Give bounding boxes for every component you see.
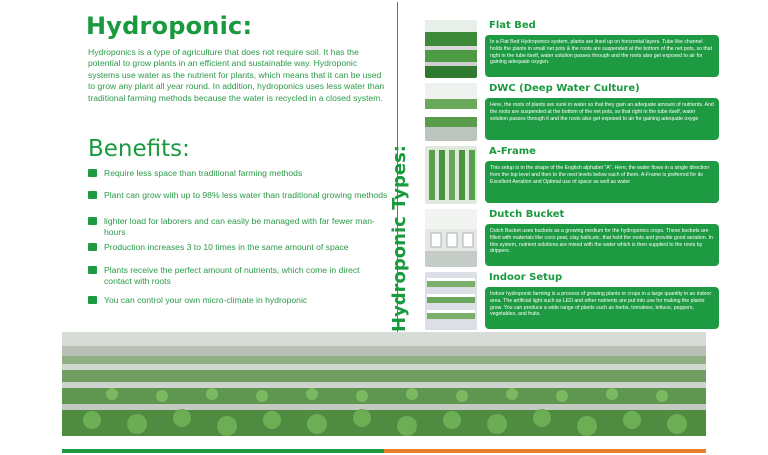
flat-bed-photo bbox=[425, 20, 477, 78]
type-title: Flat Bed bbox=[489, 20, 536, 31]
type-description-card: This setup is in the shape of the English alphabet "A". Here, the water flows in a single direction from the top level and then to the next levels below each of them. A-Frame is preferred for its Excellent Aeration and Optimal use of space as well as water bbox=[485, 161, 719, 203]
type-a-frame bbox=[425, 146, 725, 206]
type-description-card: Indoor hydroponic farming is a process of growing plants or crops in a large quantity in an indoor area. The artificial light such as LED and other nutrients are put into use for making the plants grow. You can produce a wide range of plants such as herbs, tomatoes, lettuce, peppers, vegetables, and fruits. bbox=[485, 287, 719, 329]
bullet-icon bbox=[88, 217, 97, 225]
page-title: Hydroponic: bbox=[86, 12, 253, 40]
benefit-text: lighter load for laborers and can easily be managed with far fewer man-hours bbox=[104, 216, 375, 237]
greenhouse-photo bbox=[62, 332, 706, 436]
a-frame-photo bbox=[425, 146, 477, 204]
benefit-text: Production increases 3 to 10 times in the same amount of space bbox=[104, 242, 349, 252]
dutch-bucket-photo bbox=[425, 209, 477, 267]
types-vertical-label: Hydroponic Types: bbox=[389, 145, 410, 332]
footer-band-green bbox=[62, 449, 384, 453]
indoor-setup-photo bbox=[425, 272, 477, 330]
benefit-item bbox=[88, 295, 388, 306]
benefit-item bbox=[88, 265, 388, 286]
bullet-icon bbox=[88, 296, 97, 304]
bullet-icon bbox=[88, 243, 97, 251]
benefit-item bbox=[88, 242, 388, 253]
bullet-icon bbox=[88, 266, 97, 274]
intro-paragraph: Hydroponics is a type of agriculture that does not require soil. It has the potential to grow plants in an efficient and sustainable way. Hydroponic systems use water as the nutrient for plants, which means that it can be used to grow any plant all year round. In addition, hydroponics uses less water than traditional farming methods because the water is recycled in a closed system. bbox=[88, 47, 385, 103]
type-flat-bed bbox=[425, 20, 725, 80]
benefit-text: Plants receive the perfect amount of nutrients, which come in direct contact with roots bbox=[104, 265, 360, 286]
footer-band-orange bbox=[384, 449, 706, 453]
bullet-icon bbox=[88, 169, 97, 177]
type-title: DWC (Deep Water Culture) bbox=[489, 83, 640, 94]
type-dwc bbox=[425, 83, 725, 143]
benefit-text: You can control your own micro-climate in hydroponic bbox=[104, 295, 308, 305]
type-title: A-Frame bbox=[489, 146, 536, 157]
benefit-item bbox=[88, 216, 388, 237]
type-description-card: In a Flat Bed Hydroponics system, plants are lined up on horizontal layers. Tube like channel holds the plants in small net pots & the roots are suspended at the bottom of the net pots, so that right in the tube itself, water solution passes through and the roots also get exposed to air for gaining adequate oxygen. bbox=[485, 35, 719, 77]
type-dutch-bucket bbox=[425, 209, 725, 269]
benefit-item bbox=[88, 190, 388, 201]
dwc-photo bbox=[425, 83, 477, 141]
bullet-icon bbox=[88, 191, 97, 199]
type-indoor-setup bbox=[425, 272, 725, 332]
benefits-title: Benefits: bbox=[88, 136, 190, 162]
type-description-card: Dutch Bucket uses buckets as a growing medium for the hydroponics crops. These buckets are filled with materials like coco peat, clay balls,etc. that hold the roots and provide good aeration. In this system, nutrient solutions are mixed with the water which is then supplied to the roots by drippers. bbox=[485, 224, 719, 266]
benefit-text: Require less space than traditional farming methods bbox=[104, 168, 303, 178]
type-title: Dutch Bucket bbox=[489, 209, 565, 220]
type-description-card: Here, the roots of plants are sunk in water so that they gain an adequate amount of nutrients. And the roots are suspended at the bottom of the net pots, so that right in the tube itself, water solution passes through it and the roots also get exposed to air for gaining adequate oxyge bbox=[485, 98, 719, 140]
benefit-text: Plant can grow with up to 98% less water than traditional growing methods bbox=[104, 190, 388, 200]
type-title: Indoor Setup bbox=[489, 272, 563, 283]
benefit-item bbox=[88, 168, 388, 179]
